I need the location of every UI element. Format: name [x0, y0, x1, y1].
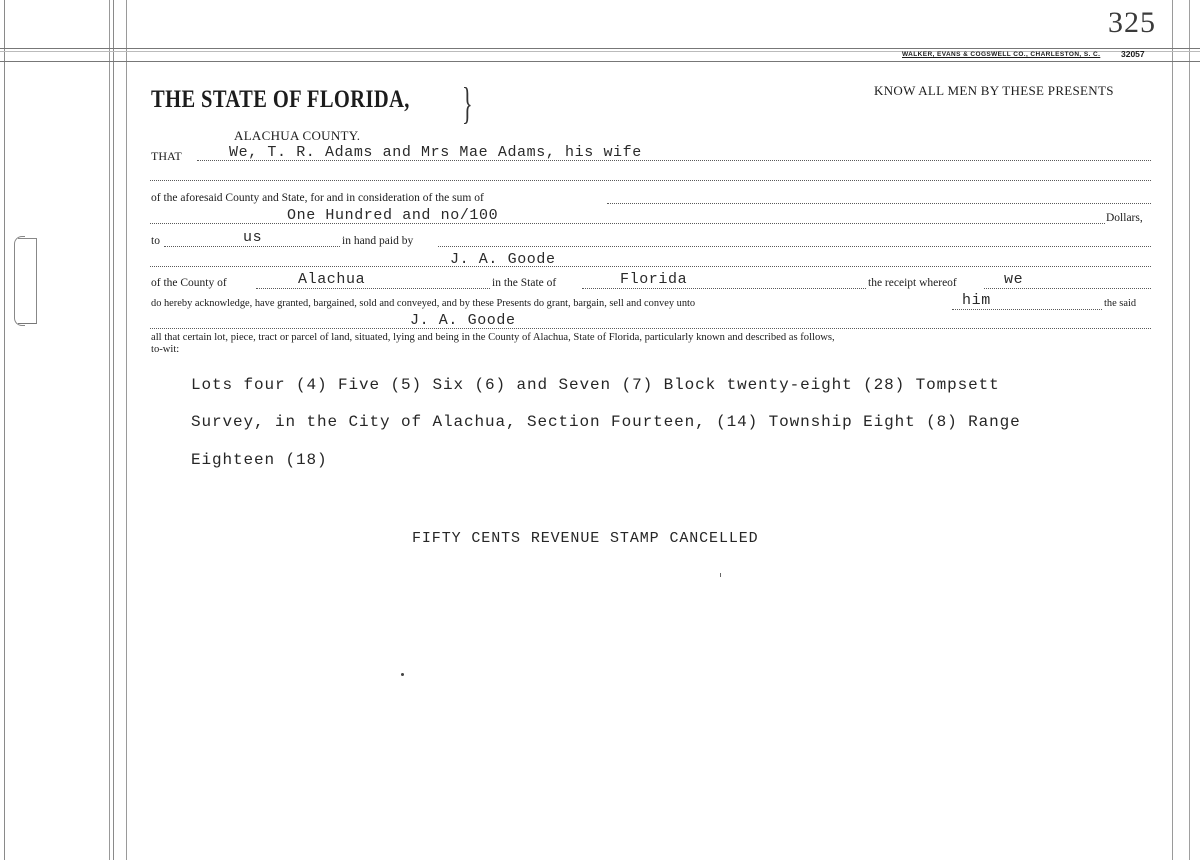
header-rule-top: [0, 48, 1200, 49]
to-wit-label: to-wit:: [151, 344, 180, 355]
ink-speck: [720, 573, 721, 577]
description-line-2: Survey, in the City of Alachua, Section Fourteen, (14) Township Eight (8) Range: [191, 413, 1021, 431]
page-number: 325: [1108, 6, 1156, 39]
consideration-text: of the aforesaid County and State, for and in consideration of the sum of: [151, 192, 484, 204]
right-edge-rule: [1189, 0, 1190, 860]
grantee-pronoun: him: [962, 292, 991, 309]
know-all-men: KNOW ALL MEN BY THESE PRESENTS: [874, 83, 1114, 98]
description-line-1: Lots four (4) Five (5) Six (6) and Seven (7) Block twenty-eight (28) Tompsett: [191, 376, 1000, 394]
margin-rule-right: [126, 0, 127, 860]
to-label: to: [151, 235, 160, 247]
county-caption: ALACHUA COUNTY.: [234, 128, 361, 143]
form-number: 32057: [1121, 49, 1145, 59]
grantors-value: We, T. R. Adams and Mrs Mae Adams, his wife: [229, 144, 642, 161]
land-text: all that certain lot, piece, tract or parcel of land, situated, lying and being in the County of Alachua, State of Florida, particularly known and described as follows,: [151, 332, 835, 343]
sum-value: One Hundred and no/100: [287, 207, 499, 224]
county-rule: [256, 288, 490, 289]
payer-rule: [150, 266, 1151, 267]
ink-speck: [401, 673, 404, 676]
to-rule: [164, 246, 340, 247]
paid-by-rule: [438, 246, 1151, 247]
grantee-value: J. A. Goode: [410, 312, 516, 329]
state-value: Florida: [620, 271, 688, 288]
printer-imprint: WALKER, EVANS & COGSWELL CO., CHARLESTON, S. C.: [902, 51, 1101, 58]
grantee-pronoun-rule: [952, 309, 1102, 310]
the-said-label: the said: [1104, 298, 1137, 309]
stamp-note: FIFTY CENTS REVENUE STAMP CANCELLED: [412, 530, 759, 547]
payer-value: J. A. Goode: [450, 251, 556, 268]
right-margin-rule: [1172, 0, 1173, 860]
to-value: us: [243, 229, 263, 246]
county-value: Alachua: [298, 271, 366, 288]
consideration-rule: [607, 203, 1151, 204]
binding-ring-icon: [14, 236, 25, 326]
county-label: of the County of: [151, 277, 227, 289]
state-label: in the State of: [492, 277, 557, 289]
state-title: THE STATE OF FLORIDA,: [151, 86, 410, 113]
paid-by-label: in hand paid by: [342, 235, 414, 247]
receipt-value: we: [1004, 271, 1024, 288]
description-line-3: Eighteen (18): [191, 451, 328, 469]
header-rule-bottom: [0, 61, 1200, 62]
receipt-rule: [984, 288, 1151, 289]
grant-text: do hereby acknowledge, have granted, bargained, sold and conveyed, and by these Presents do grant, bargain, sell and convey unto: [151, 298, 696, 309]
brace-icon: }: [462, 79, 473, 128]
state-rule: [582, 288, 866, 289]
margin-rule-inner: [113, 0, 114, 860]
receipt-label: the receipt whereof: [868, 277, 957, 289]
blank-rule-1: [150, 180, 1151, 181]
dollars-label: Dollars,: [1106, 212, 1143, 224]
grantee-rule: [150, 328, 1151, 329]
left-edge-rule: [4, 0, 5, 860]
margin-rule-outer: [109, 0, 110, 860]
that-label: THAT: [151, 149, 182, 163]
